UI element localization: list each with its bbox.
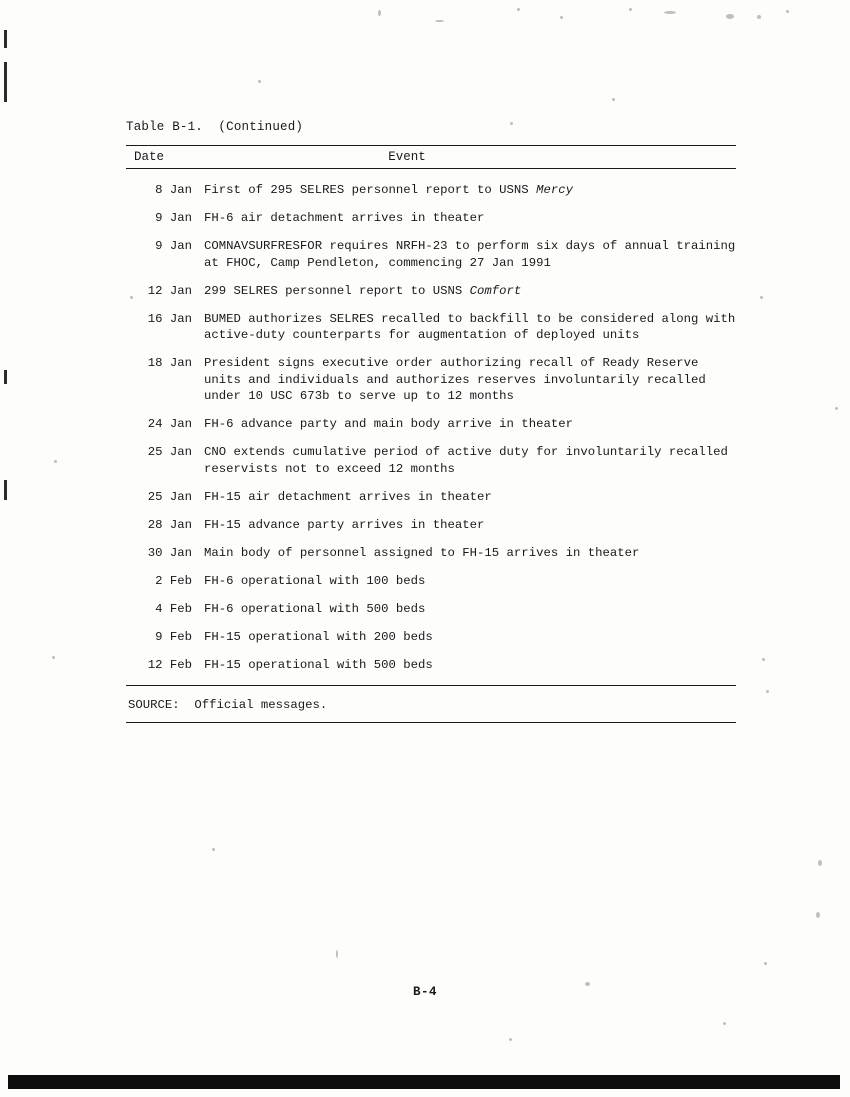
table-row xyxy=(126,573,736,590)
scan-edge-mark xyxy=(4,370,7,384)
page-number: B-4 xyxy=(412,985,437,999)
scan-speck xyxy=(786,10,789,13)
scan-speck xyxy=(818,860,822,866)
table-row xyxy=(126,210,736,227)
row-event xyxy=(204,489,736,506)
table-row xyxy=(126,444,736,477)
scan-speck xyxy=(726,14,734,19)
row-event-text: FH-6 operational with 100 beds xyxy=(204,573,426,588)
table-row xyxy=(126,355,736,405)
scan-speck xyxy=(757,15,761,19)
row-date: 9 Jan xyxy=(155,239,192,253)
row-date: 12 Feb xyxy=(147,657,192,672)
row-event xyxy=(204,444,736,477)
table-body xyxy=(126,169,736,673)
scan-speck xyxy=(517,8,520,11)
row-event xyxy=(204,210,736,227)
row-event xyxy=(204,238,736,271)
table-row xyxy=(126,545,736,562)
column-header-event: Event xyxy=(388,150,426,164)
table-row xyxy=(126,416,736,433)
scan-speck xyxy=(612,98,615,101)
row-event-text: FH-15 operational with 200 beds xyxy=(204,629,433,644)
scan-speck xyxy=(258,80,261,83)
scan-edge-mark xyxy=(4,62,7,102)
row-event xyxy=(204,517,736,534)
scan-speck xyxy=(212,848,215,851)
table-row xyxy=(126,601,736,618)
row-date: 16 Jan xyxy=(147,311,192,326)
row-date: 25 Jan xyxy=(147,489,192,504)
row-date: 25 Jan xyxy=(147,445,192,459)
table-block xyxy=(126,120,736,723)
row-date: 9 Jan xyxy=(155,211,192,225)
row-event-text: CNO extends cumulative period of active duty for involuntarily recalled reservists not to exceed 12 months xyxy=(204,445,728,476)
scan-speck xyxy=(816,912,820,918)
row-date: 12 Jan xyxy=(147,283,192,298)
row-event xyxy=(204,657,736,674)
row-event-ship-name: Mercy xyxy=(536,183,573,197)
table-row xyxy=(126,311,736,344)
row-event xyxy=(204,283,736,300)
scan-speck xyxy=(664,11,676,14)
row-date: 18 Jan xyxy=(147,356,192,370)
row-event xyxy=(204,629,736,646)
scan-speck xyxy=(336,950,338,958)
row-event xyxy=(204,355,736,405)
row-event-text: FH-15 air detachment arrives in theater xyxy=(204,489,492,504)
scan-edge-mark xyxy=(4,480,7,500)
scan-speck xyxy=(629,8,632,11)
table-row xyxy=(126,657,736,674)
row-event xyxy=(204,573,736,590)
scan-edge-mark xyxy=(4,30,7,48)
table-header-row xyxy=(126,146,736,168)
row-event xyxy=(204,311,736,344)
column-header-date: Date xyxy=(134,150,165,164)
row-event-text: First of 295 SELRES personnel report to USNS xyxy=(204,183,537,197)
table-row xyxy=(126,489,736,506)
scan-speck xyxy=(435,20,444,22)
row-event xyxy=(204,545,736,562)
row-event-text: FH-6 air detachment arrives in theater xyxy=(204,211,485,225)
row-date: 30 Jan xyxy=(147,545,192,560)
table-row xyxy=(126,238,736,271)
row-date: 8 Jan xyxy=(155,183,192,197)
row-event-text: FH-6 operational with 500 beds xyxy=(204,601,426,616)
row-event xyxy=(204,182,736,199)
scan-speck xyxy=(723,1022,726,1025)
row-date: 28 Jan xyxy=(147,517,192,532)
table-row xyxy=(126,283,736,300)
row-event-text: 299 SELRES personnel report to USNS xyxy=(204,283,470,298)
row-date: 2 Feb xyxy=(155,573,192,588)
row-event-text: Main body of personnel assigned to FH-15 arrives in theater xyxy=(204,545,640,560)
row-event xyxy=(204,601,736,618)
scan-speck xyxy=(760,296,763,299)
scan-speck xyxy=(764,962,767,965)
scan-speck xyxy=(509,1038,512,1041)
row-event-text: COMNAVSURFRESFOR requires NRFH-23 to perform six days of annual training at FHOC, Camp Pendleton, commencing 27 Jan 1991 xyxy=(204,239,736,270)
table-caption: Table B-1. (Continued) xyxy=(126,120,304,134)
table-row xyxy=(126,517,736,534)
scan-speck xyxy=(378,10,381,16)
table-bottom-rule xyxy=(126,722,736,723)
row-event-text: FH-15 operational with 500 beds xyxy=(204,657,433,672)
row-event-text: FH-15 advance party arrives in theater xyxy=(204,517,485,532)
row-event-text: BUMED authorizes SELRES recalled to backfill to be considered along with active-duty counterparts for augmentation of deployed units xyxy=(204,311,736,342)
scan-speck xyxy=(52,656,55,659)
row-date: 9 Feb xyxy=(155,629,192,644)
table-row xyxy=(126,629,736,646)
scan-speck xyxy=(835,407,838,410)
row-date: 24 Jan xyxy=(147,417,192,431)
scan-speck xyxy=(54,460,57,463)
row-event xyxy=(204,416,736,433)
row-event-text: President signs executive order authorizing recall of Ready Reserve units and individuals and authorizes reserves involuntarily recalled under 10 USC 673b to serve up to 12 months xyxy=(204,356,706,403)
table-row xyxy=(126,182,736,199)
scan-bottom-bar xyxy=(8,1075,840,1089)
row-date: 4 Feb xyxy=(155,601,192,616)
source-note: SOURCE: Official messages. xyxy=(128,697,328,712)
scan-speck xyxy=(762,658,765,661)
row-event-text: FH-6 advance party and main body arrive in theater xyxy=(204,417,573,431)
row-event-ship-name: Comfort xyxy=(469,283,522,298)
scan-speck xyxy=(560,16,563,19)
scan-speck xyxy=(766,690,769,693)
